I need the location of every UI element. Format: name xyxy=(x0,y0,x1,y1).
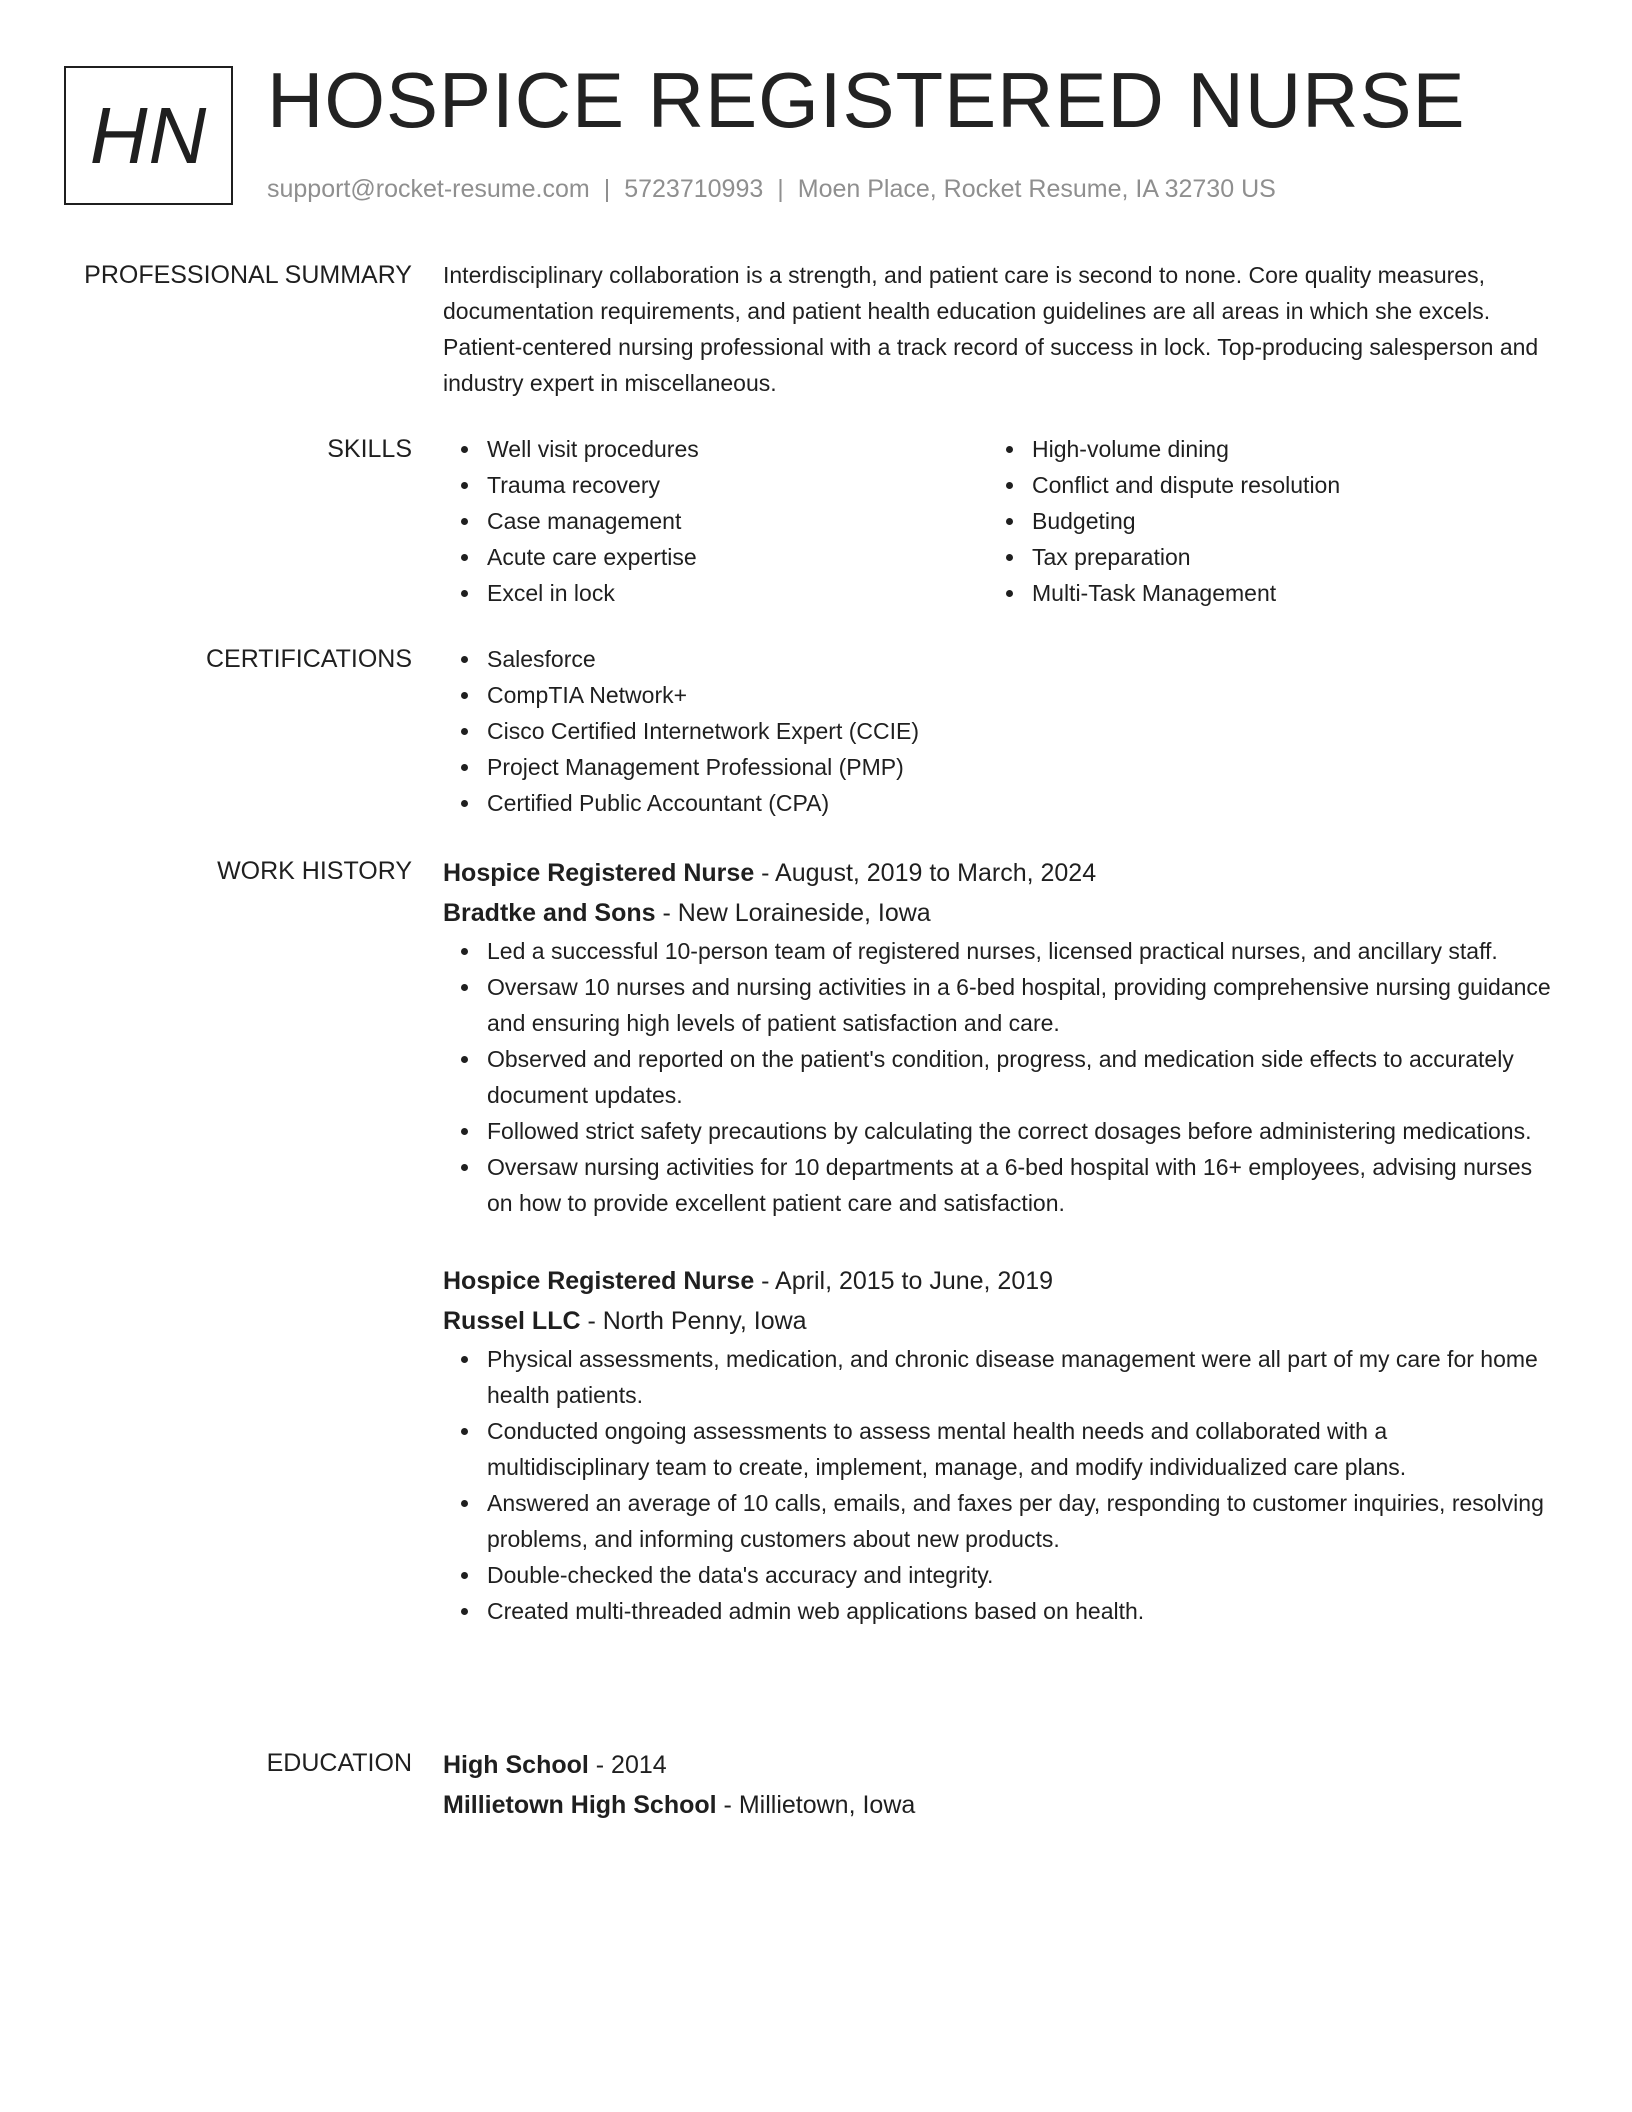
skill-item: Well visit procedures xyxy=(443,431,988,467)
job-company-line xyxy=(443,893,1553,933)
skills-list-right xyxy=(988,431,1533,611)
contact-separator: | xyxy=(603,175,611,203)
monogram-logo: HN xyxy=(64,66,233,205)
job-company: Russel LLC xyxy=(443,1307,581,1335)
job-bullet: Oversaw 10 nurses and nursing activities in a 6-bed hospital, providing comprehensive nursing guidance and ensuring high levels of patient satisfaction and care. xyxy=(443,969,1553,1041)
job-role: Hospice Registered Nurse xyxy=(443,859,755,887)
contact-address: Moen Place, Rocket Resume, IA 32730 US xyxy=(797,175,1276,203)
job-company-line xyxy=(443,1301,1553,1341)
job-entry xyxy=(443,1261,1553,1629)
certification-item: Project Management Professional (PMP) xyxy=(443,749,1553,785)
skill-item: Conflict and dispute resolution xyxy=(988,467,1533,503)
job-location: - North Penny, Iowa xyxy=(580,1307,807,1335)
skill-item: Excel in lock xyxy=(443,575,988,611)
job-entry xyxy=(443,853,1553,1221)
job-title-line xyxy=(443,853,1553,893)
education-degree-line xyxy=(443,1745,1553,1785)
skill-item: Budgeting xyxy=(988,503,1533,539)
job-bullet: Observed and reported on the patient's condition, progress, and medication side effects to accurately document updates. xyxy=(443,1041,1553,1113)
job-bullets xyxy=(443,1341,1553,1629)
section-title-skills: SKILLS xyxy=(327,435,412,463)
certification-item: Certified Public Accountant (CPA) xyxy=(443,785,1553,821)
skill-item: Acute care expertise xyxy=(443,539,988,575)
skill-item: Tax preparation xyxy=(988,539,1533,575)
summary-text: Interdisciplinary collaboration is a strength, and patient care is second to none. Core quality measures, documentation requirements, and patient health education guidelines are all areas in which she excels. Patient-centered nursing professional with a track record of success in lock. Top-producing salesperson and industry expert in miscellaneous. xyxy=(443,262,1539,396)
skills-list-left xyxy=(443,431,988,611)
education-school: Millietown High School xyxy=(443,1791,717,1819)
section-title-education: EDUCATION xyxy=(266,1749,412,1777)
job-dates: - April, 2015 to June, 2019 xyxy=(754,1267,1054,1295)
education-degree: High School xyxy=(443,1751,589,1779)
job-role: Hospice Registered Nurse xyxy=(443,1267,755,1295)
contact-separator: | xyxy=(777,175,784,203)
job-dates: - August, 2019 to March, 2024 xyxy=(754,859,1097,887)
job-bullet: Oversaw nursing activities for 10 departments at a 6-bed hospital with 16+ employees, advising nurses on how to provide excellent patient care and satisfaction. xyxy=(443,1149,1553,1221)
job-bullet: Physical assessments, medication, and chronic disease management were all part of my care for home health patients. xyxy=(443,1341,1553,1413)
contact-info xyxy=(267,172,1276,206)
job-bullet: Created multi-threaded admin web applications based on health. xyxy=(443,1593,1553,1629)
certification-item: CompTIA Network+ xyxy=(443,677,1553,713)
section-title-work-history: WORK HISTORY xyxy=(217,857,412,885)
contact-phone: 5723710993 xyxy=(624,175,764,203)
education-school-line xyxy=(443,1785,1553,1825)
skill-item: Multi-Task Management xyxy=(988,575,1533,611)
job-bullet: Followed strict safety precautions by calculating the correct dosages before administering medications. xyxy=(443,1113,1553,1149)
education-year: - 2014 xyxy=(588,1751,667,1779)
job-bullet: Answered an average of 10 calls, emails, and faxes per day, responding to customer inquiries, resolving problems, and informing customers about new products. xyxy=(443,1485,1553,1557)
job-title-line xyxy=(443,1261,1553,1301)
education-location: - Millietown, Iowa xyxy=(716,1791,916,1819)
certification-item: Cisco Certified Internetwork Expert (CCIE) xyxy=(443,713,1553,749)
certification-item: Salesforce xyxy=(443,641,1553,677)
skill-item: Case management xyxy=(443,503,988,539)
job-bullet: Led a successful 10-person team of registered nurses, licensed practical nurses, and ancillary staff. xyxy=(443,933,1553,969)
section-title-certifications: CERTIFICATIONS xyxy=(205,645,412,673)
section-title-summary: PROFESSIONAL SUMMARY xyxy=(84,261,412,289)
job-bullet: Double-checked the data's accuracy and integrity. xyxy=(443,1557,1553,1593)
job-location: - New Loraineside, Iowa xyxy=(655,899,931,927)
contact-email: support@rocket-resume.com xyxy=(267,175,590,203)
job-bullets xyxy=(443,933,1553,1221)
skill-item: Trauma recovery xyxy=(443,467,988,503)
certifications-list xyxy=(443,641,1553,821)
skill-item: High-volume dining xyxy=(988,431,1533,467)
job-company: Bradtke and Sons xyxy=(443,899,656,927)
resume-title: HOSPICE REGISTERED NURSE xyxy=(267,56,1466,144)
job-bullet: Conducted ongoing assessments to assess mental health needs and collaborated with a multidisciplinary team to create, implement, manage, and modify individualized care plans. xyxy=(443,1413,1553,1485)
